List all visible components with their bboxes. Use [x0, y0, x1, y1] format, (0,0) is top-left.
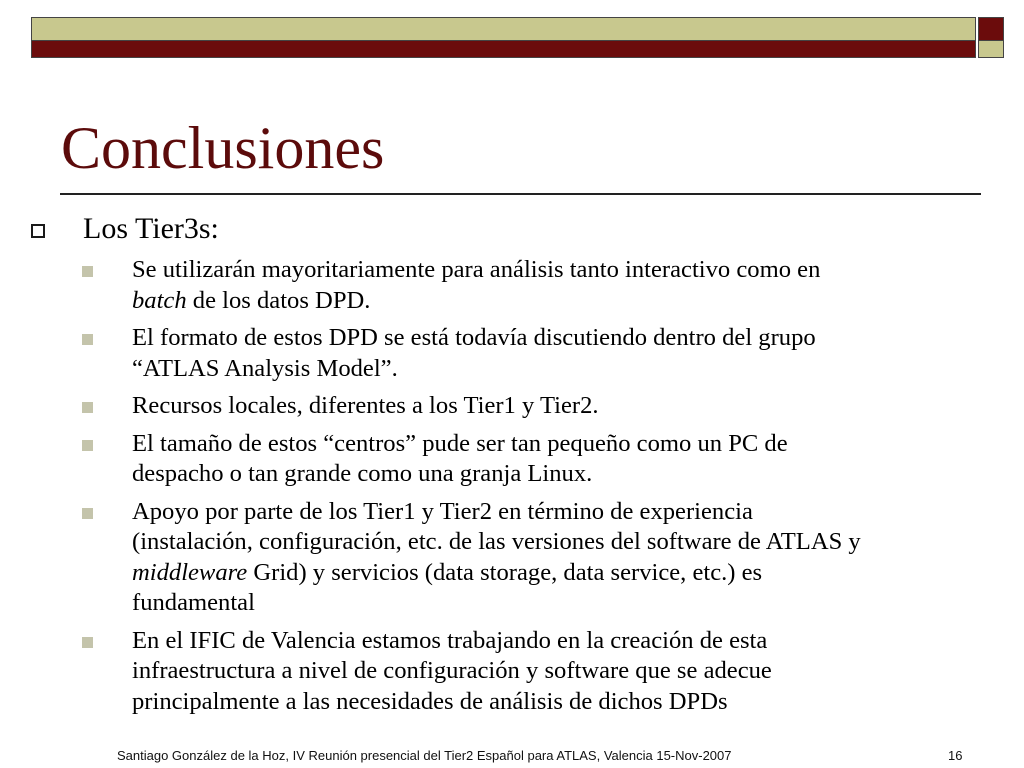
title-divider: [60, 193, 981, 195]
text-segment: Grid) y servicios (data storage, data service, etc.) es fundamental: [132, 558, 763, 616]
slide-title: Conclusiones: [61, 115, 385, 181]
list-item-text: [132, 429, 982, 490]
hollow-square-bullet-icon: [31, 224, 45, 238]
page-number: 16: [948, 748, 963, 763]
square-bullet-icon: [82, 334, 93, 345]
italic-term: batch: [132, 286, 187, 314]
list-item: [82, 255, 982, 316]
list-item: [82, 323, 982, 384]
sub-bullet-list: [82, 255, 982, 724]
text-segment: Se utilizarán mayoritariamente para análisis tanto interactivo como en: [132, 256, 821, 283]
list-item: [82, 391, 982, 422]
square-bullet-icon: [82, 440, 93, 451]
list-item-text: [132, 255, 982, 316]
square-bullet-icon: [82, 266, 93, 277]
square-bullet-icon: [82, 637, 93, 648]
list-item: [82, 497, 982, 619]
header-corner-olive: [978, 41, 1004, 58]
list-item-text: [132, 391, 982, 422]
footer-text: Santiago González de la Hoz, IV Reunión presencial del Tier2 Español para ATLAS, Valencia 15-Nov-2007: [117, 748, 732, 763]
header-banner-olive: [31, 17, 976, 41]
list-item: [82, 429, 982, 490]
italic-term: middleware: [132, 558, 248, 586]
square-bullet-icon: [82, 402, 93, 413]
header-banner-maroon: [31, 41, 976, 58]
text-segment: Recursos locales, diferentes a los Tier1 y Tier2.: [132, 392, 599, 419]
list-item-text: [132, 323, 982, 384]
text-segment: El tamaño de estos “centros” pude ser tan pequeño como un PC de despacho o tan grande como una granja Linux.: [132, 429, 788, 487]
text-segment: El formato de estos DPD se está todavía discutiendo dentro del grupo “ATLAS Analysis Model”.: [132, 324, 816, 382]
list-item-text: [132, 626, 982, 718]
text-segment: En el IFIC de Valencia estamos trabajando en la creación de esta infraestructura a nivel de configuración y software que se adecue principalmente a las necesidades de análisis de dichos DPDs: [132, 626, 772, 715]
text-segment: de los datos DPD.: [186, 286, 371, 314]
list-item: [82, 626, 982, 718]
list-item-text: [132, 497, 982, 619]
header-corner-maroon: [978, 17, 1004, 41]
square-bullet-icon: [82, 508, 93, 519]
text-segment: Apoyo por parte de los Tier1 y Tier2 en término de experiencia (instalación, configuración, etc. de las versiones del software de ATLAS y: [132, 497, 861, 555]
main-bullet-text: Los Tier3s:: [83, 212, 219, 245]
